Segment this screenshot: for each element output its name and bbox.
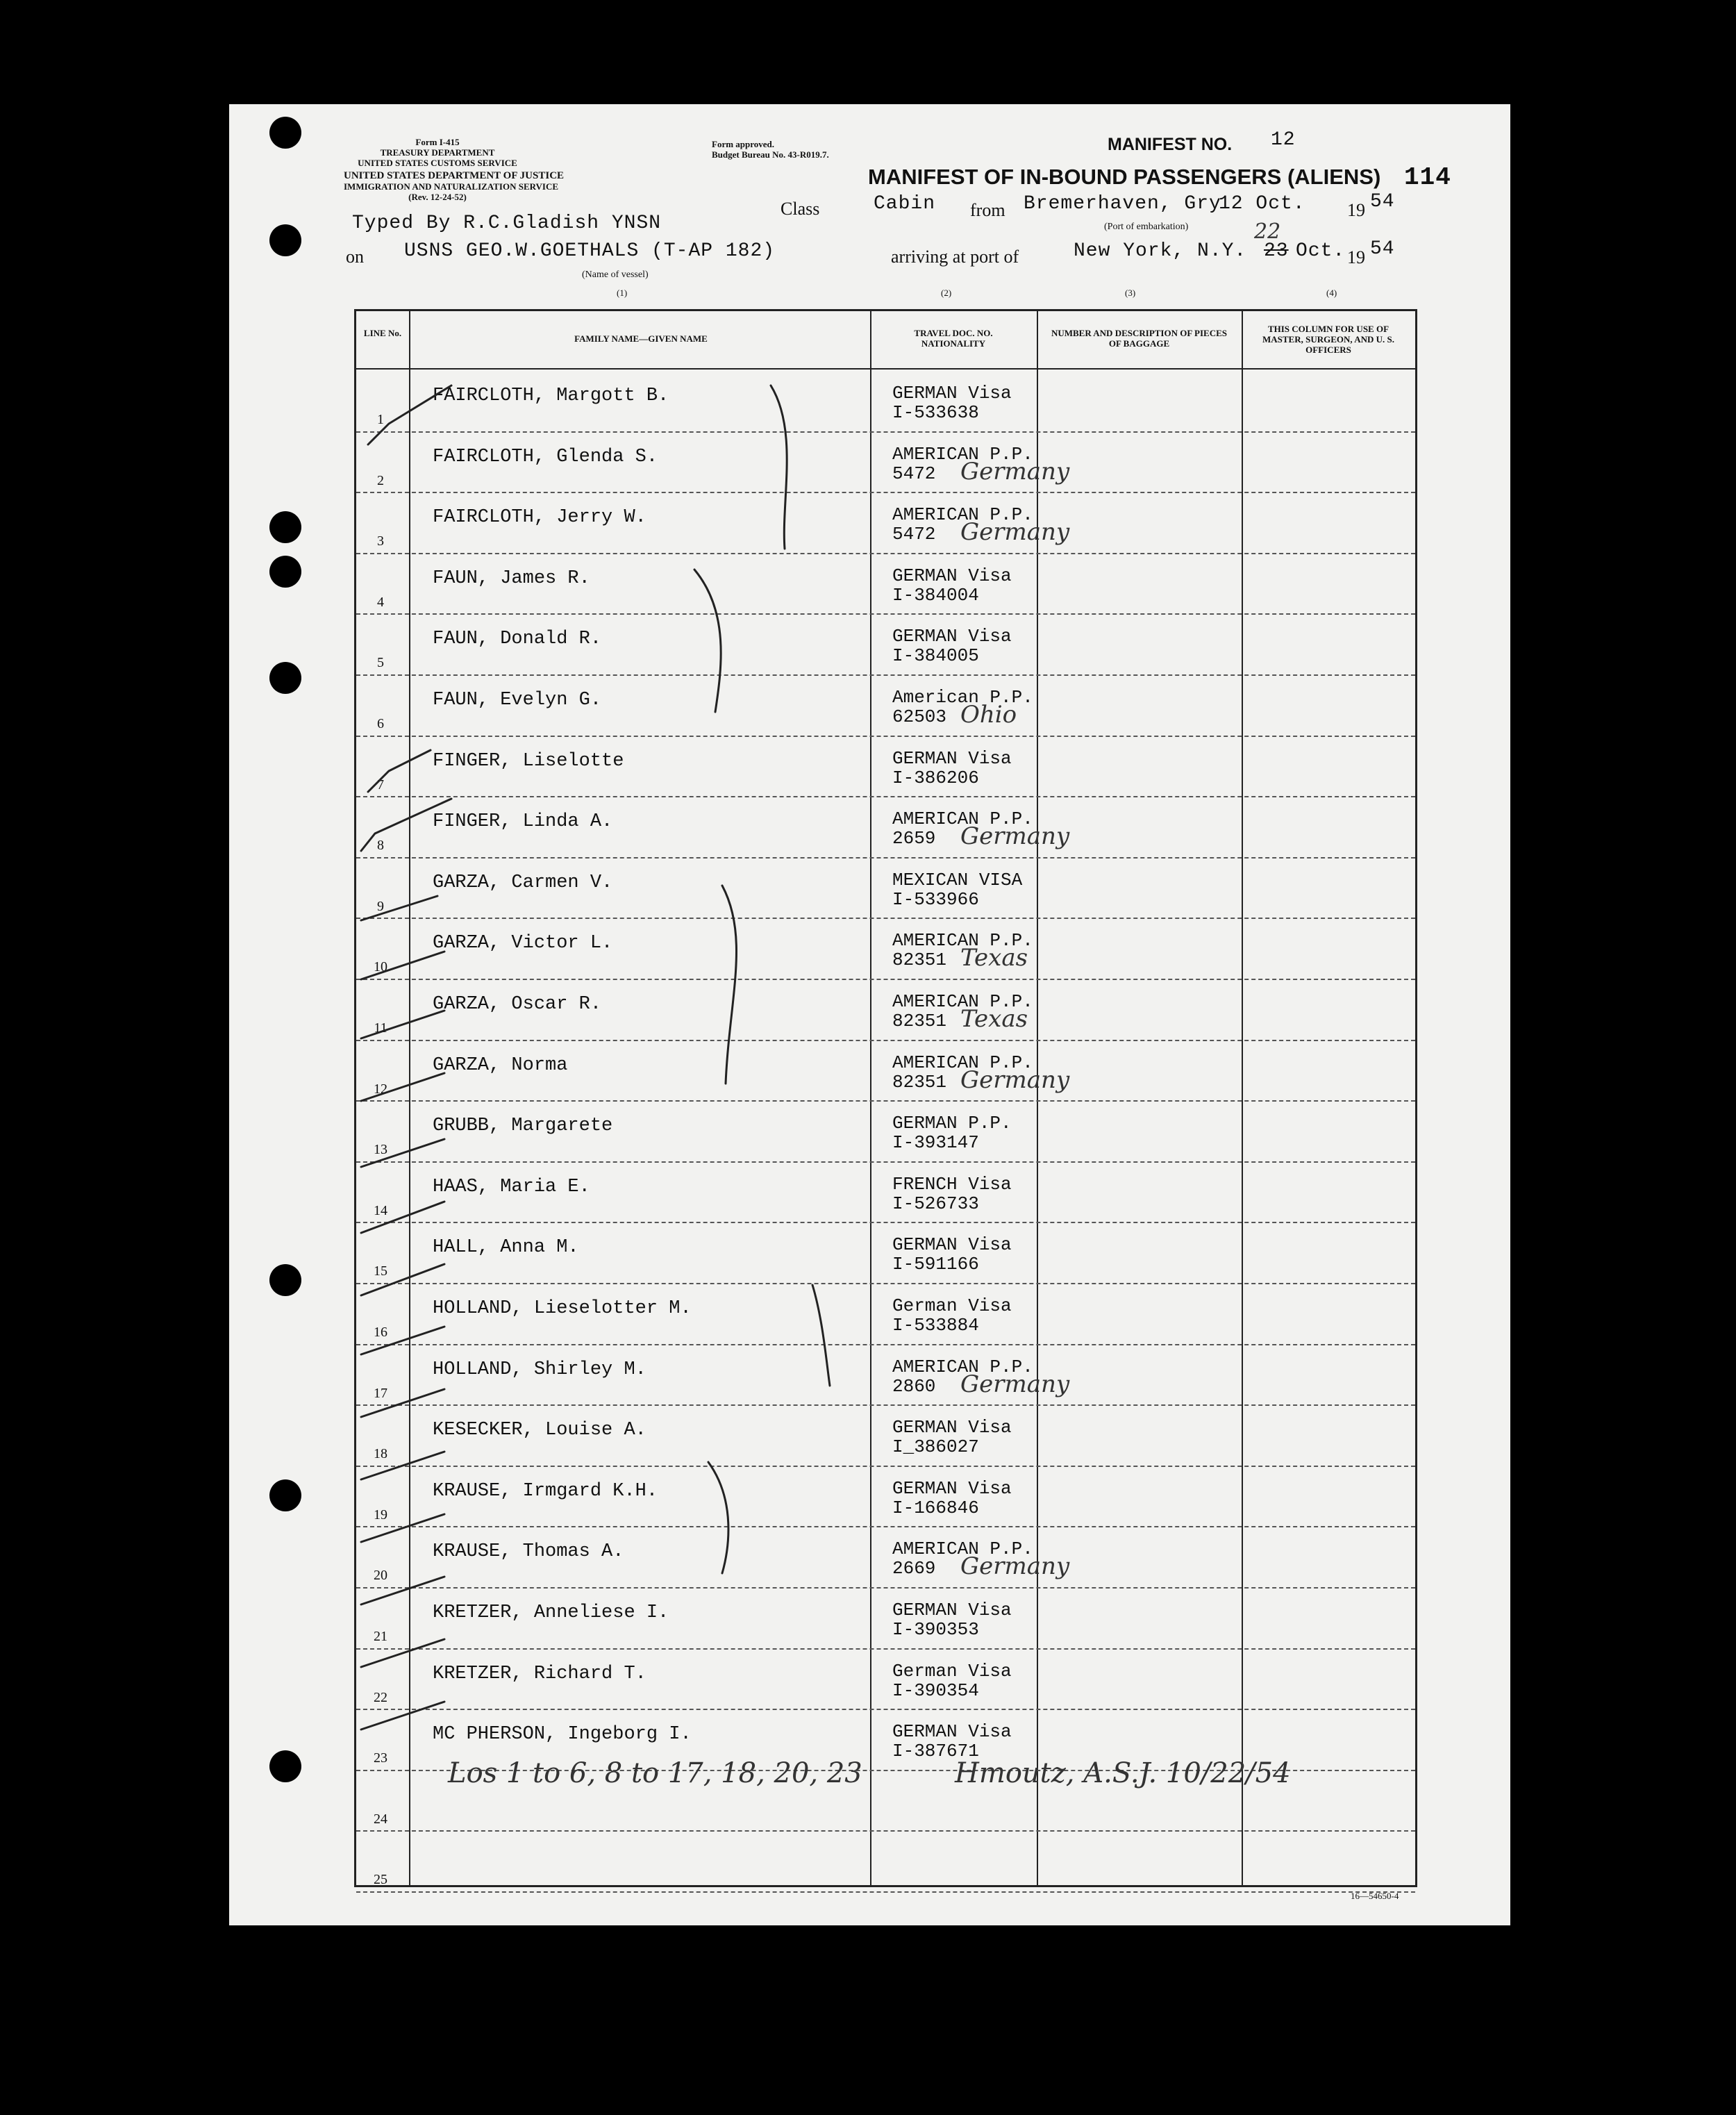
handwritten-line-note: Los 1 to 6, 8 to 17, 18, 20, 23 — [448, 1757, 862, 1789]
handwritten-nationality: Ohio — [960, 701, 1017, 729]
passenger-name: FINGER, Linda A. — [433, 811, 613, 833]
travel-doc-type: GERMAN P.P. — [892, 1113, 1012, 1134]
travel-doc-type: GERMAN Visa — [892, 1234, 1012, 1256]
travel-doc-number: 62503 — [892, 706, 947, 727]
row-number: 20 — [374, 1568, 387, 1584]
col-header-baggage: NUMBER AND DESCRIPTION OF PIECES OF BAGGAGE — [1051, 328, 1228, 349]
travel-doc-number: I_386027 — [892, 1436, 979, 1458]
page-number: 114 — [1404, 163, 1451, 192]
travel-doc-number: I-384005 — [892, 645, 979, 667]
travel-doc-number: I-533966 — [892, 888, 979, 910]
travel-doc-type: AMERICAN P.P. — [892, 808, 1033, 830]
row-number: 15 — [374, 1263, 387, 1279]
form-number: Form I-415 — [415, 137, 460, 147]
row-number: 16 — [374, 1325, 387, 1340]
footer-code: 16—54650-4 — [1351, 1891, 1399, 1901]
row-number: 9 — [377, 898, 384, 914]
handwritten-nationality: Germany — [960, 457, 1070, 486]
passenger-name: FAUN, Donald R. — [433, 629, 602, 650]
passenger-name: HALL, Anna M. — [433, 1237, 579, 1259]
passenger-name: HAAS, Maria E. — [433, 1176, 590, 1197]
manifest-no-value: 12 — [1271, 129, 1296, 151]
row-number: 5 — [377, 655, 384, 671]
bracket-mark — [722, 886, 736, 1084]
passenger-name: FAIRCLOTH, Margott B. — [433, 385, 669, 406]
travel-doc-type: AMERICAN P.P. — [892, 930, 1033, 952]
passenger-name: KRETZER, Anneliese I. — [433, 1602, 669, 1623]
handwritten-nationality: Germany — [960, 822, 1070, 851]
travel-doc-number: I-384004 — [892, 584, 979, 606]
travel-doc-type: AMERICAN P.P. — [892, 504, 1033, 526]
from-date: 12 Oct. — [1219, 193, 1305, 215]
row-number: 10 — [374, 959, 387, 975]
passenger-name: KRETZER, Richard T. — [433, 1663, 646, 1684]
bracket-mark — [708, 1462, 728, 1573]
travel-doc-number: 5472 — [892, 463, 936, 484]
passenger-name: KRAUSE, Thomas A. — [433, 1541, 624, 1563]
row-number: 22 — [374, 1689, 387, 1705]
on-label: on — [346, 247, 364, 267]
travel-doc-type: GERMAN Visa — [892, 1417, 1012, 1438]
budget-bureau: Budget Bureau No. 43-R019.7. — [712, 149, 829, 160]
travel-doc-type: GERMAN Visa — [892, 565, 1012, 586]
travel-doc-number: 82351 — [892, 1071, 947, 1093]
passenger-name: GARZA, Oscar R. — [433, 994, 602, 1015]
travel-doc-type: AMERICAN P.P. — [892, 1538, 1033, 1560]
travel-doc-type: American P.P. — [892, 687, 1033, 708]
customs-label: UNITED STATES CUSTOMS SERVICE — [358, 158, 517, 168]
row-number: 8 — [377, 838, 384, 854]
travel-doc-number: I-390353 — [892, 1619, 979, 1640]
row-number: 6 — [377, 716, 384, 731]
row-number: 18 — [374, 1446, 387, 1462]
justice-label: UNITED STATES DEPARTMENT OF JUSTICE — [344, 170, 565, 181]
ins-label: IMMIGRATION AND NATURALIZATION SERVICE — [344, 181, 559, 192]
col-header-name: FAMILY NAME—GIVEN NAME — [574, 333, 708, 344]
arrival-day-struck: 23 — [1264, 240, 1289, 262]
travel-doc-type: GERMAN Visa — [892, 747, 1012, 769]
treasury-label: TREASURY DEPARTMENT — [380, 147, 495, 158]
handwritten-nationality: Germany — [960, 1065, 1070, 1094]
col-num-1: (1) — [617, 288, 628, 298]
bracket-mark — [812, 1285, 830, 1386]
manifest-no-label: MANIFEST NO. — [1108, 135, 1233, 154]
handwritten-nationality: Germany — [960, 518, 1070, 547]
travel-doc-type: German Visa — [892, 1295, 1012, 1316]
arrival-year: 54 — [1370, 238, 1395, 260]
travel-doc-number: I-390354 — [892, 1679, 979, 1701]
passenger-name: FAUN, Evelyn G. — [433, 690, 602, 711]
revision-label: (Rev. 12-24-52) — [408, 192, 467, 202]
travel-doc-type: GERMAN Visa — [892, 1600, 1012, 1620]
passenger-name: HOLLAND, Shirley M. — [433, 1359, 646, 1380]
travel-doc-number: I-387671 — [892, 1741, 979, 1762]
bracket-mark — [694, 570, 721, 712]
from-value: Bremerhaven, Gry — [1024, 193, 1221, 215]
passenger-name: HOLLAND, Lieselotter M. — [433, 1298, 692, 1319]
col-header-officers: THIS COLUMN FOR USE OF MASTER, SURGEON, AND U. S. OFFICERS — [1262, 324, 1394, 355]
passenger-name: GARZA, Carmen V. — [433, 872, 613, 893]
travel-doc-type: AMERICAN P.P. — [892, 1356, 1033, 1377]
travel-doc-type: AMERICAN P.P. — [892, 443, 1033, 465]
passenger-name: GRUBB, Margarete — [433, 1115, 613, 1137]
passenger-name: FINGER, Liselotte — [433, 750, 624, 772]
travel-doc-type: MEXICAN VISA — [892, 869, 1023, 890]
from-year-prefix: 19 — [1347, 200, 1365, 220]
travel-doc-type: AMERICAN P.P. — [892, 1052, 1033, 1073]
passenger-name: GARZA, Norma — [433, 1054, 568, 1076]
row-number: 21 — [374, 1629, 387, 1644]
travel-doc-type: FRENCH Visa — [892, 1173, 1012, 1195]
from-label: from — [970, 200, 1005, 220]
travel-doc-number: 82351 — [892, 949, 947, 971]
check-marks — [361, 385, 451, 1730]
handwritten-nationality: Texas — [960, 1005, 1028, 1033]
travel-doc-number: I-591166 — [892, 1254, 979, 1275]
col-num-4: (4) — [1326, 288, 1337, 298]
row-number: 2 — [377, 472, 384, 488]
arrival-port: New York, N.Y. — [1074, 240, 1247, 262]
travel-doc-number: I-393147 — [892, 1132, 979, 1154]
passenger-name: MC PHERSON, Ingeborg I. — [433, 1724, 692, 1745]
travel-doc-number: 2659 — [892, 828, 936, 849]
travel-doc-type: AMERICAN P.P. — [892, 991, 1033, 1012]
travel-doc-type: GERMAN Visa — [892, 626, 1012, 647]
passenger-name: FAUN, James R. — [433, 567, 590, 589]
passenger-name: GARZA, Victor L. — [433, 933, 613, 954]
class-label: Class — [781, 199, 820, 219]
arriving-label: arriving at port of — [891, 247, 1019, 267]
row-number: 3 — [377, 533, 384, 549]
passenger-name: FAIRCLOTH, Glenda S. — [433, 446, 658, 467]
class-value: Cabin — [874, 193, 936, 215]
travel-doc-number: I-526733 — [892, 1193, 979, 1214]
travel-doc-type: GERMAN Visa — [892, 1721, 1012, 1743]
arrival-day-handwritten: 22 — [1254, 219, 1281, 244]
vessel-caption: (Name of vessel) — [582, 269, 649, 280]
form-approved: Form approved. — [712, 139, 775, 149]
travel-doc-type: GERMAN Visa — [892, 383, 1012, 404]
row-number: 4 — [377, 594, 384, 610]
travel-doc-number: 82351 — [892, 1011, 947, 1031]
row-number: 13 — [374, 1142, 387, 1158]
handwritten-nationality: Germany — [960, 1370, 1070, 1398]
row-number: 1 — [377, 412, 384, 427]
col-num-2: (2) — [941, 288, 952, 298]
travel-doc-number: I-533638 — [892, 402, 979, 423]
bracket-mark — [771, 385, 787, 549]
passenger-name: FAIRCLOTH, Jerry W. — [433, 507, 646, 529]
row-number: 24 — [374, 1811, 387, 1827]
travel-doc-number: 2669 — [892, 1558, 936, 1579]
travel-doc-number: 5472 — [892, 524, 936, 545]
passenger-name: KRAUSE, Irmgard K.H. — [433, 1480, 658, 1502]
handwritten-nationality: Germany — [960, 1552, 1070, 1581]
travel-doc-number: I-166846 — [892, 1497, 979, 1518]
travel-doc-number: I-533884 — [892, 1315, 979, 1336]
travel-doc-type: GERMAN Visa — [892, 1477, 1012, 1499]
row-number: 14 — [374, 1202, 387, 1218]
row-number: 17 — [374, 1385, 387, 1401]
row-number: 25 — [374, 1872, 387, 1888]
travel-doc-number: 2860 — [892, 1375, 936, 1397]
row-number: 11 — [374, 1020, 387, 1036]
travel-doc-type: German Visa — [892, 1660, 1012, 1682]
col-num-3: (3) — [1125, 288, 1136, 298]
page-title: MANIFEST OF IN-BOUND PASSENGERS (ALIENS) — [868, 165, 1381, 189]
handwritten-nationality: Texas — [960, 944, 1028, 972]
handwritten-signature: Hmoutz, A.S.J. 10/22/54 — [955, 1757, 1291, 1789]
row-number: 12 — [374, 1081, 387, 1097]
col-header-travel-doc: TRAVEL DOC. NO. NATIONALITY — [914, 328, 993, 349]
travel-doc-number: I-386206 — [892, 767, 979, 788]
typed-by: Typed By R.C.Gladish YNSN — [352, 213, 662, 234]
row-number: 23 — [374, 1750, 387, 1766]
port-embark-caption: (Port of embarkation) — [1104, 222, 1189, 232]
arrival-year-prefix: 19 — [1347, 247, 1365, 267]
row-number: 19 — [374, 1507, 387, 1523]
arrival-month: Oct. — [1296, 240, 1346, 262]
vessel-name: USNS GEO.W.GOETHALS (T-AP 182) — [404, 240, 776, 262]
row-number: 7 — [377, 777, 384, 793]
from-year: 54 — [1370, 191, 1395, 213]
passenger-name: KESECKER, Louise A. — [433, 1420, 646, 1441]
col-header-line-no: LINE No. — [363, 328, 402, 338]
